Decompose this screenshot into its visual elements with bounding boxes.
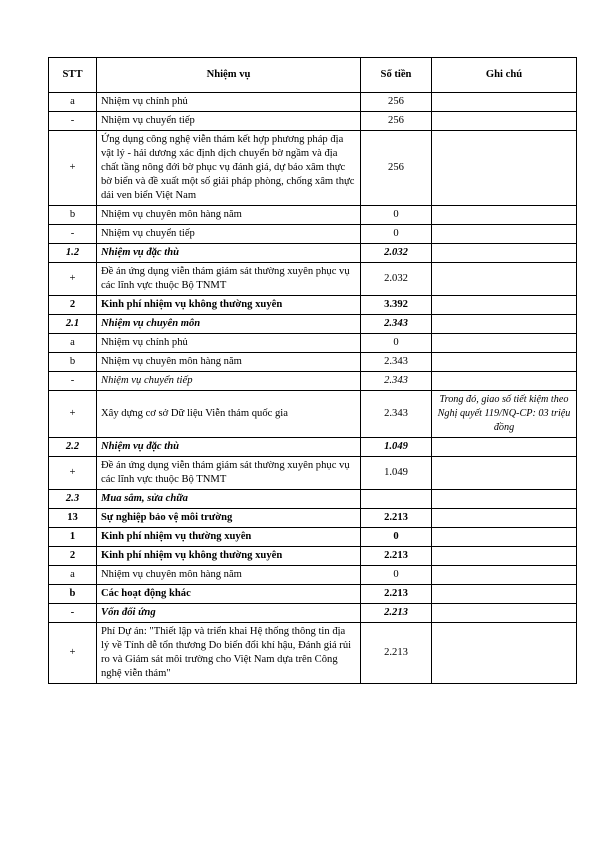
row-task: Phí Dự án: "Thiết lập và triển khai Hệ thống thông tin địa lý về Tính dễ tổn thương Do biến đổi khí hậu, Đánh giá rủi ro và Giám sát môi trường cho Việt Nam dựa trên Công nghệ viễn thám" [97, 623, 361, 684]
row-stt: 2 [49, 547, 97, 566]
row-amount: 0 [361, 528, 432, 547]
row-note [432, 93, 577, 112]
table-row [49, 490, 577, 509]
row-note [432, 457, 577, 490]
row-note [432, 263, 577, 296]
row-task: Nhiệm vụ chuyên môn [97, 315, 361, 334]
table-row [49, 391, 577, 438]
row-note: Trong đó, giao số tiết kiệm theo Nghị quyết 119/NQ-CP: 03 triệu đồng [432, 391, 577, 438]
table-row [49, 296, 577, 315]
row-note [432, 585, 577, 604]
row-task: Vốn đối ứng [97, 604, 361, 623]
table-row [49, 353, 577, 372]
table-row [49, 112, 577, 131]
row-task: Ứng dụng công nghệ viễn thám kết hợp phương pháp địa vật lý - hải dương xác định dịch chuyển bờ ngầm và địa chất tầng nông đới bờ phục vụ đánh giá, dự báo xâm thực bờ biển và đề xuất một số giải pháp phòng, chống xâm thực dải ven biển Việt Nam [97, 131, 361, 206]
row-stt: 13 [49, 509, 97, 528]
row-task: Kinh phí nhiệm vụ không thường xuyên [97, 547, 361, 566]
row-note [432, 490, 577, 509]
row-task: Kinh phí nhiệm vụ không thường xuyên [97, 296, 361, 315]
row-amount: 2.213 [361, 604, 432, 623]
table-row [49, 547, 577, 566]
row-amount: 0 [361, 225, 432, 244]
row-task: Xây dựng cơ sở Dữ liệu Viễn thám quốc gia [97, 391, 361, 438]
row-amount: 2.343 [361, 353, 432, 372]
table-row [49, 131, 577, 206]
row-task: Nhiệm vụ chuyên môn hàng năm [97, 353, 361, 372]
table-row [49, 315, 577, 334]
row-task: Nhiệm vụ chuyển tiếp [97, 372, 361, 391]
row-note [432, 623, 577, 684]
row-stt: a [49, 93, 97, 112]
row-amount: 2.343 [361, 391, 432, 438]
row-task: Các hoạt động khác [97, 585, 361, 604]
row-amount: 2.032 [361, 263, 432, 296]
row-note [432, 244, 577, 263]
row-amount: 2.213 [361, 623, 432, 684]
table-row [49, 509, 577, 528]
table-row [49, 604, 577, 623]
table-row [49, 225, 577, 244]
row-amount: 256 [361, 112, 432, 131]
table-row [49, 623, 577, 684]
row-task: Nhiệm vụ đặc thù [97, 438, 361, 457]
row-stt: - [49, 112, 97, 131]
table-row [49, 585, 577, 604]
row-stt: 1 [49, 528, 97, 547]
row-amount: 1.049 [361, 457, 432, 490]
table-row [49, 93, 577, 112]
row-task: Nhiệm vụ chuyên môn hàng năm [97, 566, 361, 585]
table-row [49, 528, 577, 547]
table-header-row [49, 58, 577, 93]
row-stt: + [49, 263, 97, 296]
row-amount: 0 [361, 206, 432, 225]
row-amount [361, 490, 432, 509]
row-note [432, 528, 577, 547]
table-row [49, 372, 577, 391]
row-note [432, 604, 577, 623]
row-note [432, 372, 577, 391]
row-stt: a [49, 566, 97, 585]
row-amount: 2.213 [361, 509, 432, 528]
table-row [49, 206, 577, 225]
row-task: Đề án ứng dụng viễn thám giám sát thường xuyên phục vụ các lĩnh vực thuộc Bộ TNMT [97, 263, 361, 296]
row-amount: 2.343 [361, 372, 432, 391]
row-amount: 256 [361, 131, 432, 206]
row-stt: b [49, 353, 97, 372]
row-stt: - [49, 225, 97, 244]
row-stt: 2.2 [49, 438, 97, 457]
row-task: Nhiệm vụ chính phủ [97, 334, 361, 353]
row-stt: 2 [49, 296, 97, 315]
row-note [432, 315, 577, 334]
row-amount: 2.213 [361, 547, 432, 566]
row-task: Đề án ứng dụng viễn thám giám sát thường xuyên phục vụ các lĩnh vực thuộc Bộ TNMT [97, 457, 361, 490]
row-task: Kinh phí nhiệm vụ thường xuyên [97, 528, 361, 547]
row-amount: 256 [361, 93, 432, 112]
row-stt: + [49, 131, 97, 206]
header-note: Ghi chú [432, 58, 577, 93]
row-stt: 1.2 [49, 244, 97, 263]
table-row [49, 334, 577, 353]
row-amount: 1.049 [361, 438, 432, 457]
row-note [432, 131, 577, 206]
table-row [49, 438, 577, 457]
row-note [432, 225, 577, 244]
row-note [432, 112, 577, 131]
row-amount: 2.032 [361, 244, 432, 263]
table-row [49, 244, 577, 263]
row-stt: 2.1 [49, 315, 97, 334]
row-stt: + [49, 457, 97, 490]
row-stt: b [49, 585, 97, 604]
row-amount: 3.392 [361, 296, 432, 315]
row-note [432, 353, 577, 372]
table-row [49, 263, 577, 296]
row-stt: 2.3 [49, 490, 97, 509]
row-task: Sự nghiệp bảo vệ môi trường [97, 509, 361, 528]
header-task: Nhiệm vụ [97, 58, 361, 93]
row-task: Nhiệm vụ chính phủ [97, 93, 361, 112]
row-note [432, 566, 577, 585]
row-stt: + [49, 391, 97, 438]
row-stt: + [49, 623, 97, 684]
row-task: Mua sắm, sửa chữa [97, 490, 361, 509]
row-note [432, 509, 577, 528]
row-note [432, 438, 577, 457]
table-body [49, 93, 577, 684]
table-row [49, 566, 577, 585]
row-note [432, 206, 577, 225]
row-note [432, 334, 577, 353]
row-task: Nhiệm vụ đặc thù [97, 244, 361, 263]
row-stt: - [49, 604, 97, 623]
row-task: Nhiệm vụ chuyển tiếp [97, 225, 361, 244]
row-amount: 2.343 [361, 315, 432, 334]
row-note [432, 547, 577, 566]
budget-table [48, 57, 577, 684]
row-stt: - [49, 372, 97, 391]
row-amount: 0 [361, 334, 432, 353]
row-amount: 2.213 [361, 585, 432, 604]
row-stt: b [49, 206, 97, 225]
header-amount: Số tiền [361, 58, 432, 93]
row-note [432, 296, 577, 315]
row-task: Nhiệm vụ chuyển tiếp [97, 112, 361, 131]
row-stt: a [49, 334, 97, 353]
row-amount: 0 [361, 566, 432, 585]
header-stt: STT [49, 58, 97, 93]
row-task: Nhiệm vụ chuyên môn hàng năm [97, 206, 361, 225]
table-row [49, 457, 577, 490]
